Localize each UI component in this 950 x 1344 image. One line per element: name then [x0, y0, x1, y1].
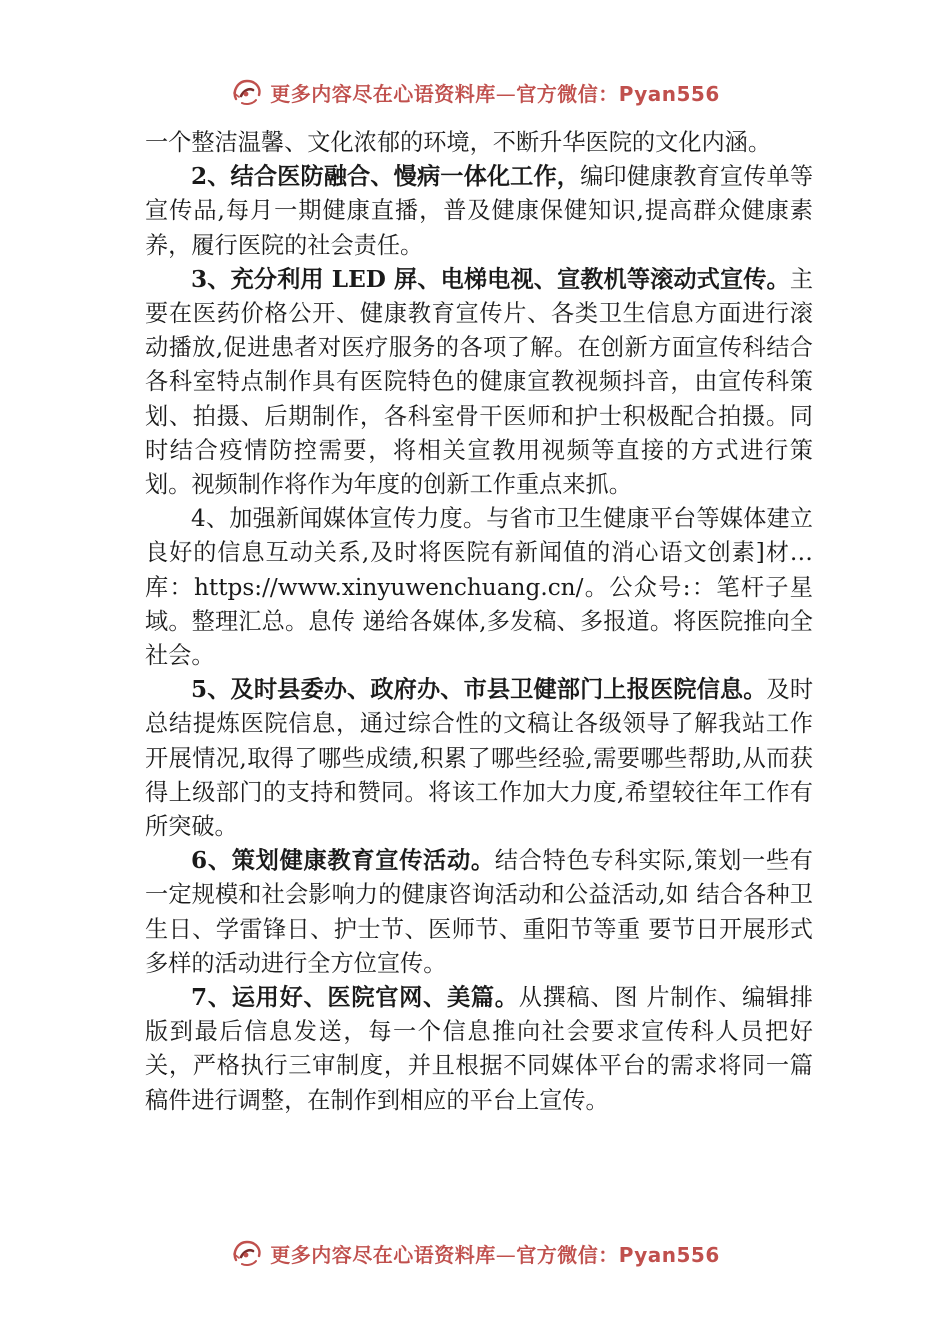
- paragraph-lead: 3、充分利用 LED 屏、电梯电视、宣教机等滚动式宣传。: [191, 265, 790, 293]
- paragraph-2: [145, 160, 813, 263]
- banner-main: 更多内容尽在心语资料库: [270, 81, 496, 106]
- paragraph-1: [145, 126, 813, 160]
- paragraph-lead: 2、结合医防融合、慢病一体化工作，: [191, 163, 581, 191]
- paragraph-text: 一个整洁温馨、文化浓郁的环境，不断升华医院的文化内涵。: [145, 129, 772, 156]
- paragraph-text: 结合特色专科实际,策划一些有一定规模和社会影响力的健康咨询活动和公益活动,如 结合各种卫生日、学雷锋日、护士节、医师节、重阳节等重 要节日开展形式多样的活动进行全方位宣传。: [145, 847, 813, 977]
- paragraph-lead: 5、及时县委办、政府办、市县卫健部门上报医院信息。: [191, 676, 767, 704]
- paragraph-lead: 7、运用好、医院官网、美篇。: [191, 984, 519, 1012]
- paragraph-text: 主要在医药价格公开、健康教育宣传片、各类卫生信息方面进行滚动播放,促进患者对医疗服务的各项了解。在创新方面宣传科结合各科室特点制作具有医院特色的健康宣教视频抖音，由宣传科策划、拍摄、后期制作，各科室骨干医师和护士积极配合拍摄。同时结合疫情防控需要，将相关宣教用视频等直接的方式进行策划。视频制作将作为年度的创新工作重点来抓。: [145, 265, 813, 499]
- logo-icon: [230, 1236, 264, 1270]
- paragraph-text: 编印健康教育宣传单等宣传品,每月一期健康直播，普及健康保健知识,提高群众健康素养，履行医院的社会责任。: [145, 163, 814, 259]
- banner-wechat: 官方微信：Pyan556: [516, 1242, 720, 1267]
- banner-dash: —: [495, 1242, 517, 1267]
- paragraph-text: 从撰稿、图 片制作、编辑排版到最后信息发送，每一个信息推向社会要求宣传科人员把好关，严格执行三审制度，并且根据不同媒体平台的需求将同一篇稿件进行调整，在制作到相应的平台上宣传。: [145, 984, 813, 1114]
- banner-dash: —: [495, 81, 517, 106]
- banner-main: 更多内容尽在心语资料库: [270, 1242, 496, 1267]
- logo-icon: [230, 75, 264, 109]
- document-body: [145, 126, 813, 1118]
- paragraph-6: [145, 844, 813, 981]
- paragraph-lead: 6、策划健康教育宣传活动。: [191, 847, 495, 875]
- banner-text: [270, 78, 720, 107]
- paragraph-5: [145, 673, 813, 844]
- paragraph-7: [145, 981, 813, 1118]
- paragraph-3: [145, 263, 813, 502]
- paragraph-4: [145, 502, 813, 673]
- banner-text: [270, 1239, 720, 1268]
- paragraph-text: 及时总结提炼医院信息，通过综合性的文稿让各级领导了解我站工作开展情况,取得了哪些成绩,积累了哪些经验,需要哪些帮助,从而获得上级部门的支持和赞同。将该工作加大力度,希望较往年工作有所突破。: [145, 676, 814, 841]
- footer-banner: [0, 1233, 950, 1273]
- banner-wechat: 官方微信：Pyan556: [516, 81, 720, 106]
- header-banner: [0, 72, 950, 112]
- paragraph-text: 4、加强新闻媒体宣传力度。与省市卫生健康平台等媒体建立良好的信息互动关系,及时将医院有新闻值的消心语文创素]材…库：https://www.xinyuwenchuang.cn/。公众号:：笔杆子星域。整理汇总。息传 递给各媒体,多发稿、多报道。将医院推向全社会。: [145, 505, 813, 670]
